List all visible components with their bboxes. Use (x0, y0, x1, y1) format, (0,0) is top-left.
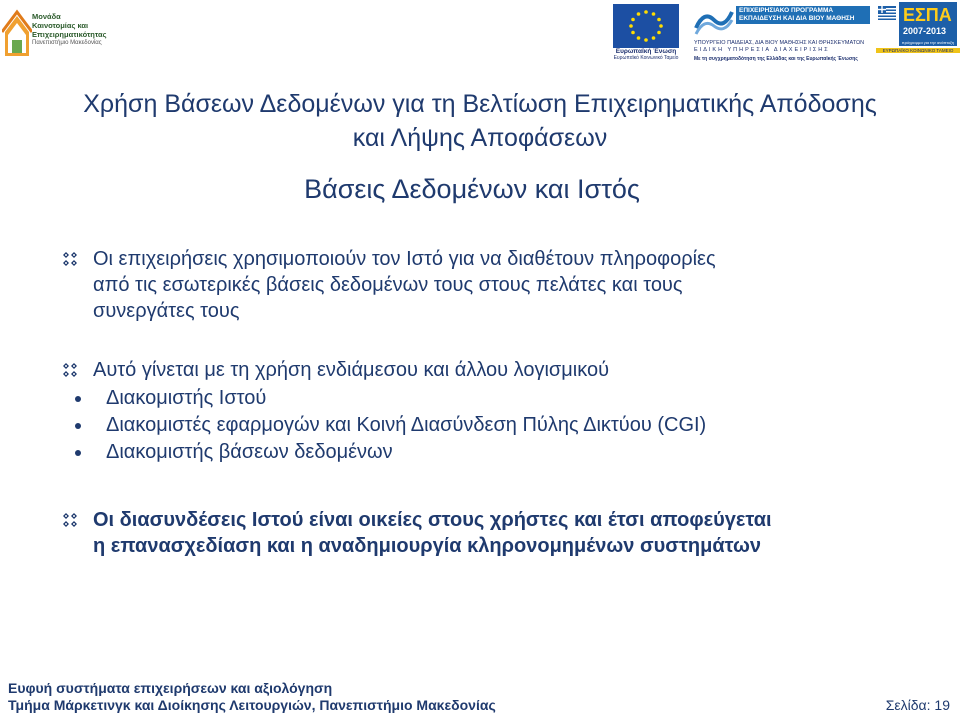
bullet-line: η επανασχεδίαση και η αναδημιουργία κληρονομημένων συστημάτων (93, 535, 762, 557)
house-logo-icon (2, 2, 32, 58)
sub-bullet-list (60, 385, 930, 466)
sub-bullet-text: Διακομιστής βάσεων δεδομένων (106, 441, 393, 463)
ep-service: ΕΙΔΙΚΗ ΥΠΗΡΕΣΙΑ ΔΙΑΧΕΙΡΙΣΗΣ (694, 47, 830, 53)
ep-cofund: Με τη συγχρηματοδότηση της Ελλάδας και της Ευρωπαϊκής Ένωσης (694, 56, 858, 62)
bullet-item (60, 507, 930, 559)
greek-flag-icon (878, 6, 896, 20)
eu-flag-icon (613, 4, 679, 48)
innovation-unit-logo (2, 2, 122, 64)
sub-bullet-item (60, 385, 930, 412)
sub-bullet-item (60, 412, 930, 439)
slide-title (0, 87, 960, 155)
left-logo-line: Επιχειρηματικότητας (32, 30, 107, 39)
bullet-line: συνεργάτες τους (93, 300, 240, 322)
bullet-item (60, 246, 930, 324)
title-line: Χρήση Βάσεων Δεδομένων για τη Βελτίωση Επιχειρηματικής Απόδοσης (83, 90, 877, 118)
bullet-line: Οι επιχειρήσεις χρησιμοποιούν τον Ιστό για να διαθέτουν πληροφορίες (93, 248, 716, 270)
espa-foot: ΕΥΡΩΠΑΪΚΟ ΚΟΙΝΩΝΙΚΟ ΤΑΜΕΙΟ (876, 48, 960, 53)
eu-name: Ευρωπαϊκή Ένωση (615, 48, 677, 55)
filled-dot-icon (75, 450, 81, 456)
bullet-line: από τις εσωτερικές βάσεις δεδομένων τους στους πελάτες και τους (93, 274, 683, 296)
greek-wave-icon (694, 6, 734, 36)
footer-course: Ευφυή συστήματα επιχειρήσεων και αξιολόγηση (8, 680, 333, 696)
sub-bullet-text: Διακομιστές εφαρμογών και Κοινή Διασύνδεση Πύλης Δικτύου (CGI) (106, 414, 707, 436)
eu-sub: Ευρωπαϊκό Κοινωνικό Ταμείο (613, 55, 679, 61)
page-number: Σελίδα: 19 (885, 697, 950, 713)
bullet-line: Οι διασυνδέσεις Ιστού είναι οικείες στους χρήστες και έτσι αποφεύγεται (93, 509, 772, 531)
operational-programme-logo (694, 4, 870, 60)
diamond-dots-icon (60, 361, 80, 381)
left-logo-line: Καινοτομίας και (32, 21, 89, 30)
ep-title-2: ΕΚΠΑΙΔΕΥΣΗ ΚΑΙ ΔΙΑ ΒΙΟΥ ΜΑΘΗΣΗ (739, 15, 855, 22)
eu-logo (603, 4, 689, 60)
left-logo-line: Μονάδα (32, 12, 61, 21)
left-logo-sub: Πανεπιστήμιο Μακεδονίας (32, 40, 102, 46)
logo-header (0, 0, 960, 68)
espa-motto: πρόγραμμα για την ανάπτυξη (901, 40, 955, 45)
ep-ministry: ΥΠΟΥΡΓΕΙΟ ΠΑΙΔΕΙΑΣ, ΔΙΑ ΒΙΟΥ ΜΑΘΗΣΗΣ ΚΑΙ ΘΡΗΣΚΕΥΜΑΤΩΝ (694, 40, 865, 46)
footer-department: Τμήμα Μάρκετινγκ και Διοίκησης Λειτουργιών, Πανεπιστήμιο Μακεδονίας (8, 697, 496, 713)
ep-title-1: ΕΠΙΧΕΙΡΗΣΙΑΚΟ ΠΡΟΓΡΑΜΜΑ (739, 7, 834, 14)
espa-years: 2007-2013 (903, 26, 947, 36)
sub-bullet-item (60, 439, 930, 466)
espa-word: ΕΣΠΑ (903, 5, 952, 25)
bullet-item (60, 357, 930, 466)
filled-dot-icon (75, 396, 81, 402)
sub-bullet-text: Διακομιστής Ιστού (106, 387, 267, 409)
bullet-line: Αυτό γίνεται με τη χρήση ενδιάμεσου και άλλου λογισμικού (93, 359, 610, 381)
slide-subtitle: Βάσεις Δεδομένων και Ιστός (304, 174, 640, 204)
title-line: και Λήψης Αποφάσεων (352, 124, 608, 152)
diamond-dots-icon (60, 511, 80, 531)
diamond-dots-icon (60, 250, 80, 270)
filled-dot-icon (75, 423, 81, 429)
